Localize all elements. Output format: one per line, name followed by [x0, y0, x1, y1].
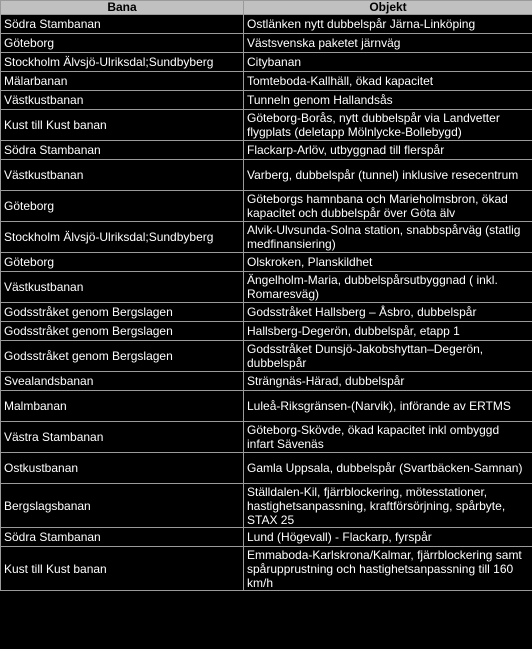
header-bana: Bana [1, 1, 244, 15]
cell-objekt: Luleå-Riksgränsen-(Narvik), införande av ERTMS [244, 391, 532, 422]
cell-bana: Västra Stambanan [1, 422, 244, 453]
cell-bana: Södra Stambanan [1, 141, 244, 160]
table-row [1, 222, 532, 253]
table-row [1, 422, 532, 453]
cell-bana: Södra Stambanan [1, 528, 244, 547]
cell-objekt: Tomteboda-Kallhäll, ökad kapacitet [244, 72, 532, 91]
table-row [1, 528, 532, 547]
cell-objekt: Västsvenska paketet järnväg [244, 34, 532, 53]
cell-bana: Stockholm Älvsjö-Ulriksdal;Sundbyberg [1, 53, 244, 72]
header-row [1, 1, 532, 15]
cell-bana: Södra Stambanan [1, 15, 244, 34]
cell-objekt: Ängelholm-Maria, dubbelspårsutbyggnad ( inkl. Romaresväg) [244, 272, 532, 303]
table-row [1, 484, 532, 528]
table-row [1, 53, 532, 72]
cell-objekt: Alvik-Ulvsunda-Solna station, snabbspårväg (statlig medfinansiering) [244, 222, 532, 253]
cell-bana: Göteborg [1, 253, 244, 272]
table-row [1, 160, 532, 191]
cell-bana: Godsstråket genom Bergslagen [1, 303, 244, 322]
cell-bana: Göteborg [1, 34, 244, 53]
cell-objekt: Olskroken, Planskildhet [244, 253, 532, 272]
cell-bana: Malmbanan [1, 391, 244, 422]
table-row [1, 303, 532, 322]
cell-objekt: Göteborg-Skövde, ökad kapacitet inkl ombyggd infart Sävenäs [244, 422, 532, 453]
cell-objekt: Lund (Högevall) - Flackarp, fyrspår [244, 528, 532, 547]
cell-objekt: Godsstråket Hallsberg – Åsbro, dubbelspår [244, 303, 532, 322]
cell-objekt: Tunneln genom Hallandsås [244, 91, 532, 110]
table-row [1, 15, 532, 34]
cell-bana: Stockholm Älvsjö-Ulriksdal;Sundbyberg [1, 222, 244, 253]
table-row [1, 341, 532, 372]
cell-objekt: Hallsberg-Degerön, dubbelspår, etapp 1 [244, 322, 532, 341]
cell-objekt: Citybanan [244, 53, 532, 72]
table-row [1, 322, 532, 341]
table-row [1, 110, 532, 141]
cell-objekt: Gamla Uppsala, dubbelspår (Svartbäcken-Samnan) [244, 453, 532, 484]
table-row [1, 141, 532, 160]
table-row [1, 453, 532, 484]
cell-bana: Mälarbanan [1, 72, 244, 91]
cell-bana: Bergslagsbanan [1, 484, 244, 528]
cell-objekt: Strängnäs-Härad, dubbelspår [244, 372, 532, 391]
cell-objekt: Godsstråket Dunsjö-Jakobshyttan–Degerön, dubbelspår [244, 341, 532, 372]
table-row [1, 391, 532, 422]
cell-bana: Ostkustbanan [1, 453, 244, 484]
cell-bana: Västkustbanan [1, 91, 244, 110]
header-objekt: Objekt [244, 1, 532, 15]
table-row [1, 547, 532, 591]
cell-objekt: Ostlänken nytt dubbelspår Järna-Linköping [244, 15, 532, 34]
cell-bana: Godsstråket genom Bergslagen [1, 322, 244, 341]
cell-bana: Godsstråket genom Bergslagen [1, 341, 244, 372]
cell-objekt: Varberg, dubbelspår (tunnel) inklusive resecentrum [244, 160, 532, 191]
table-row [1, 272, 532, 303]
table-row [1, 372, 532, 391]
cell-bana: Svealandsbanan [1, 372, 244, 391]
table-row [1, 253, 532, 272]
table-row [1, 34, 532, 53]
cell-objekt: Emmaboda-Karlskrona/Kalmar, fjärrblockering samt spårupprustning och hastighetsanpassning till 160 km/h [244, 547, 532, 591]
cell-objekt: Ställdalen-Kil, fjärrblockering, mötesstationer, hastighetsanpassning, kraftförsörjning, spårbyte, STAX 25 [244, 484, 532, 528]
cell-objekt: Göteborg-Borås, nytt dubbelspår via Landvetter flygplats (deletapp Mölnlycke-Bollebygd) [244, 110, 532, 141]
cell-bana: Västkustbanan [1, 272, 244, 303]
cell-objekt: Flackarp-Arlöv, utbyggnad till flerspår [244, 141, 532, 160]
cell-bana: Kust till Kust banan [1, 110, 244, 141]
cell-bana: Västkustbanan [1, 160, 244, 191]
cell-bana: Göteborg [1, 191, 244, 222]
cell-objekt: Göteborgs hamnbana och Marieholmsbron, ökad kapacitet och dubbelspår över Göta älv [244, 191, 532, 222]
table-row [1, 91, 532, 110]
cell-bana: Kust till Kust banan [1, 547, 244, 591]
table-row [1, 72, 532, 91]
table-row [1, 191, 532, 222]
